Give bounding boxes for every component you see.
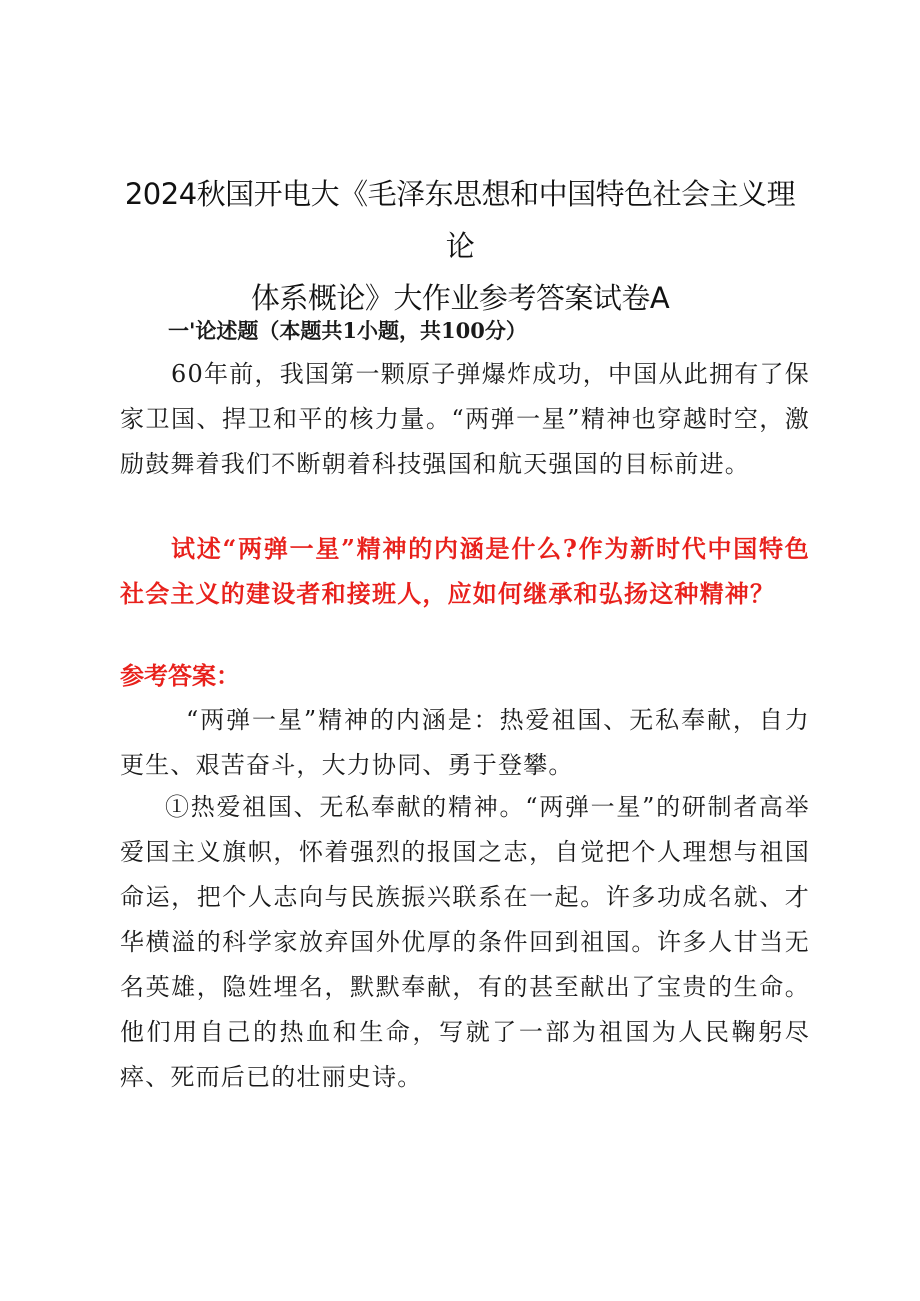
- answer-label: 参考答案：: [120, 661, 240, 690]
- answer-body-paragraph: ①热爱祖国、无私奉献的精神。“两弹一星”的研制者高举爱国主义旗帜，怀着强烈的报国之志，自觉把个人理想与祖国命运，把个人志向与民族振兴联系在一起。许多功成名就、才华横溢的科学家放弃国外优厚的条件回到祖国。许多人甘当无名英雄，隐姓埋名，默默奉献，有的甚至献出了宝贵的生命。他们用自己的热血和生命，写就了一部为祖国为人民鞠躬尽瘁、死而后已的壮丽史诗。: [120, 793, 810, 1091]
- question-text: 试述“两弹一星”精神的内涵是什么?作为新时代中国特色社会主义的建设者和接班人，应如何继承和弘扬这种精神？: [120, 534, 810, 608]
- document-title: [120, 168, 800, 324]
- answer-intro-paragraph: “两弹一星”精神的内涵是：热爱祖国、无私奉献，自力更生、艰苦奋斗，大力协同、勇于登攀。: [120, 706, 810, 779]
- title-line-1: 2024秋国开电大《毛泽东思想和中国特色社会主义理论: [124, 177, 796, 263]
- section-heading: 一'论述题（本题共1小题，共100分）: [168, 318, 527, 343]
- title-line-2: 体系概论》大作业参考答案试卷A: [250, 281, 670, 315]
- intro-paragraph: 60年前，我国第一颗原子弹爆炸成功，中国从此拥有了保家卫国、捍卫和平的核力量。“两弹一星”精神也穿越时空，激励鼓舞着我们不断朝着科技强国和航天强国的目标前进。: [120, 360, 810, 478]
